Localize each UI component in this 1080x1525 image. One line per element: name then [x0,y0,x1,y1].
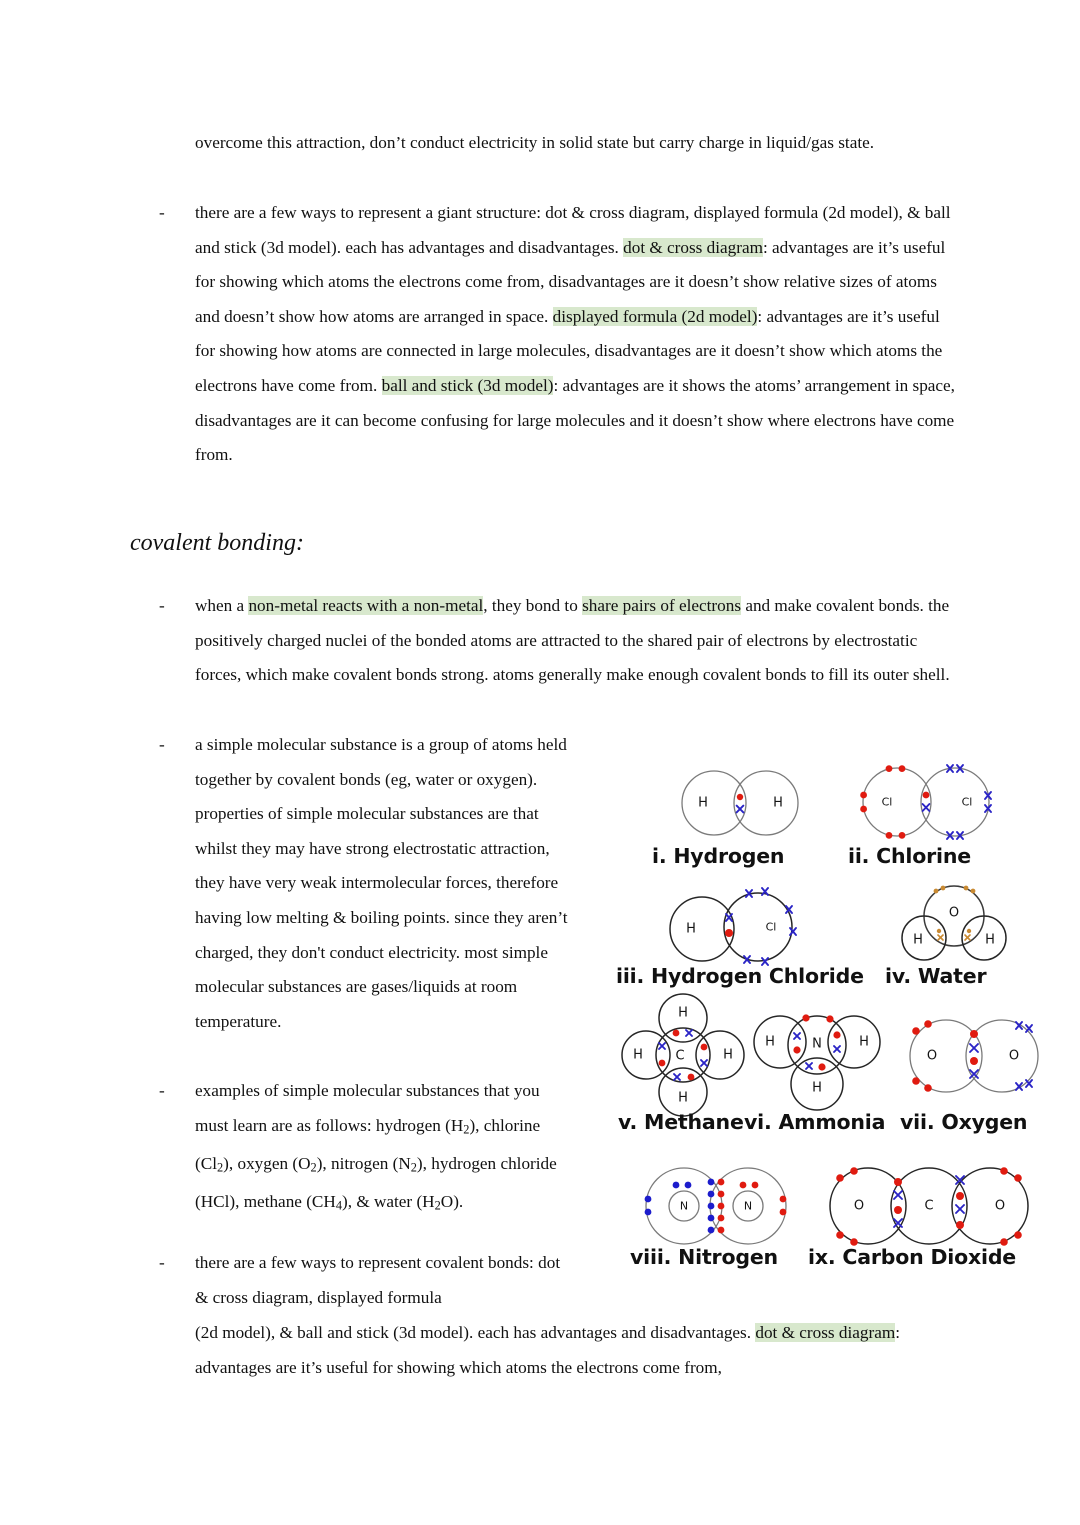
atom-label-c: C [675,1048,685,1064]
run-text: : advantages are it’s useful for showing which atoms the electrons come from, [195,1323,900,1377]
figure-label-nitrogen: viii. Nitrogen [630,1245,778,1269]
figure-label-methane: v. Methane [618,1110,744,1134]
atom-label-cl-right: Cl [961,795,973,809]
hydrogen-shell-left [622,1031,670,1079]
paragraph-text [195,1074,575,1224]
atom-label-h-top: H [678,1005,688,1021]
shared-electron-dot [923,792,930,799]
atom-label-h-left: H [633,1047,643,1063]
figure-label-carbon-dioxide: ix. Carbon Dioxide [808,1245,1017,1269]
atom-label-o-right: O [1008,1048,1020,1064]
atom-label-cl: Cl [765,920,777,934]
highlight-displayed-formula: displayed formula (2d model) [552,306,758,326]
paragraph-text [195,589,955,693]
diagram-nitrogen [626,1160,806,1252]
shared-electron-dot [737,794,743,800]
hydrogen-shell-right [734,771,798,835]
hydrogen-shell-right [828,1016,880,1068]
diagram-hydrogen-chloride [658,884,823,970]
shared-electron-dot [725,929,733,937]
atom-label-h-bottom: H [812,1080,822,1096]
atom-label-o-right: O [994,1198,1006,1214]
paragraph-text [195,126,955,161]
atom-label-c: C [924,1198,934,1214]
highlight-dot-and-cross-diagram: dot & cross diagram [623,237,763,257]
atom-label-n: N [812,1036,822,1052]
run-text: ), nitrogen (N [316,1153,411,1173]
paragraph-simple-molecular-substance [159,728,575,1039]
run-text: ), oxygen (O [223,1153,311,1173]
highlight-dot-and-cross-diagram-2a: dot & cross [755,1323,839,1342]
paragraph-covalent-representations-narrow [159,1246,575,1315]
paragraph-overcome-attraction [195,126,955,161]
paragraph-examples-list [159,1074,575,1224]
bullet-marker: - [159,203,165,222]
atom-label-n-right: N [743,1199,753,1213]
figure-label-water: iv. Water [885,964,987,988]
bullet-marker: - [159,1253,165,1272]
diagram-water [888,880,1020,966]
paragraph-text [195,1316,955,1385]
dot-and-cross-diagram-figure [616,752,1040,1282]
figure-label-ammonia: vi. Ammonia [744,1110,886,1134]
atom-label-cl-left: Cl [881,795,893,809]
figure-label-chlorine: ii. Chlorine [848,844,971,868]
paragraph-text: a simple molecular substance is a group of atoms held together by covalent bonds (eg, water or oxygen). properties of simple molecular substances are that whilst they may have strong electrostatic attraction, they have very weak intermolecular forces, therefore having low melting & boiling points. since they aren’t charged, they don't conduct electricity. most simple molecular substances are gases/liquids at room temperature. [195,735,568,1031]
run-text: (2d model), & ball and stick (3d model). each has advantages and disadvantages. [195,1323,756,1342]
paragraph-covalent-representations-tail [195,1316,955,1385]
atom-label-h-right: H [723,1047,733,1063]
run-text: there are a few ways to represent covalent bonds: dot & cross diagram, displayed formula [195,1253,561,1307]
run-text: O). [440,1192,464,1212]
atom-label-h-right: H [985,932,995,948]
run-text: and make covalent bonds. the positively charged nuclei of the bonded atoms are attracted to the shared pair of electrons by electrostatic forces, which make covalent bonds strong. atoms generally make enough covalent bonds to fill its outer shell. [195,596,950,685]
subscript: 4 [335,1198,342,1213]
run-text: examples of simple molecular substances that you must learn are as follows: hydrogen (H [195,1081,540,1135]
diagram-chlorine [845,756,1020,848]
diagram-carbon-dioxide [814,1160,1044,1252]
chlorine-shell [724,893,792,961]
diagram-hydrogen [670,764,810,842]
highlight-non-metal-reacts: non-metal reacts with a non-metal [248,596,484,615]
run-text: ), hydrogen chloride (HCl), methane (CH [195,1153,557,1212]
run-text: : advantages are it’s useful for showing which atoms the electrons come from, disadvantages are it doesn’t show relative sizes of atoms and doesn’t show how atoms are arranged in space. [195,237,946,326]
paragraph-covalent-bond-definition [159,589,955,693]
run-text: overcome this attraction, don’t conduct electricity in solid state but carry charge in liquid/gas state. [195,133,875,152]
highlight-ball-and-stick: ball and stick (3d model) [381,375,554,395]
highlight-share-pairs-of-electrons: share pairs of electrons [582,596,742,615]
run-text: : advantages are it’s useful for showing how atoms are connected in large molecules, disadvantages are it doesn’t show which atoms the electrons have come from. [195,306,943,395]
diagram-methane [618,1000,748,1110]
subscript: 2 [216,1160,224,1175]
diagram-ammonia [742,1000,892,1110]
atom-label-h-left: H [765,1034,775,1050]
run-text: ), chlorine (Cl [195,1115,541,1173]
hydrogen-shell-left [754,1016,806,1068]
atom-label-o-left: O [926,1048,938,1064]
atom-label-h: H [686,921,696,937]
run-text: there are a few ways to represent a giant structure: dot & cross diagram, displayed formula (2d model), & ball and stick (3d model). each has advantages and disadvantages. [195,203,951,257]
subscript: 2 [434,1198,441,1213]
bullet-marker: - [159,735,165,754]
subscript: 2 [463,1122,470,1137]
atom-label-h-right: H [773,795,783,811]
run-text: ), & water (H [342,1192,435,1212]
paragraph-text [195,1246,575,1315]
bullet-marker: - [159,596,165,615]
hydrogen-shell-right [696,1031,744,1079]
paragraph-giant-structure-representations [159,196,955,473]
run-text: , they bond to [483,596,583,615]
atom-label-o: O [948,905,960,921]
subscript: 2 [410,1160,417,1175]
highlight-dot-and-cross-diagram-2b: diagram [838,1323,896,1342]
chlorine-shell-right [921,768,989,836]
atom-label-h-left: H [698,795,708,811]
bullet-marker: - [159,1081,165,1100]
subscript: 2 [310,1160,317,1175]
figure-label-hydrogen-chloride: iii. Hydrogen Chloride [616,964,864,988]
atom-label-o-left: O [853,1198,865,1214]
paragraph-text [195,196,955,473]
figure-label-hydrogen: i. Hydrogen [652,844,785,868]
run-text: : advantages are it shows the atoms’ arrangement in space, disadvantages are it can become confusing for large molecules and it doesn’t show where electrons have come from. [195,375,955,465]
atom-label-h-left: H [913,932,923,948]
atom-label-h-right: H [859,1034,869,1050]
run-text: when a [195,596,249,615]
atom-label-n-left: N [679,1199,689,1213]
page-section-heading: covalent bonding: [130,530,304,556]
diagram-oxygen [894,1008,1042,1104]
atom-label-h-bottom: H [678,1090,688,1106]
figure-label-oxygen: vii. Oxygen [900,1110,1028,1134]
